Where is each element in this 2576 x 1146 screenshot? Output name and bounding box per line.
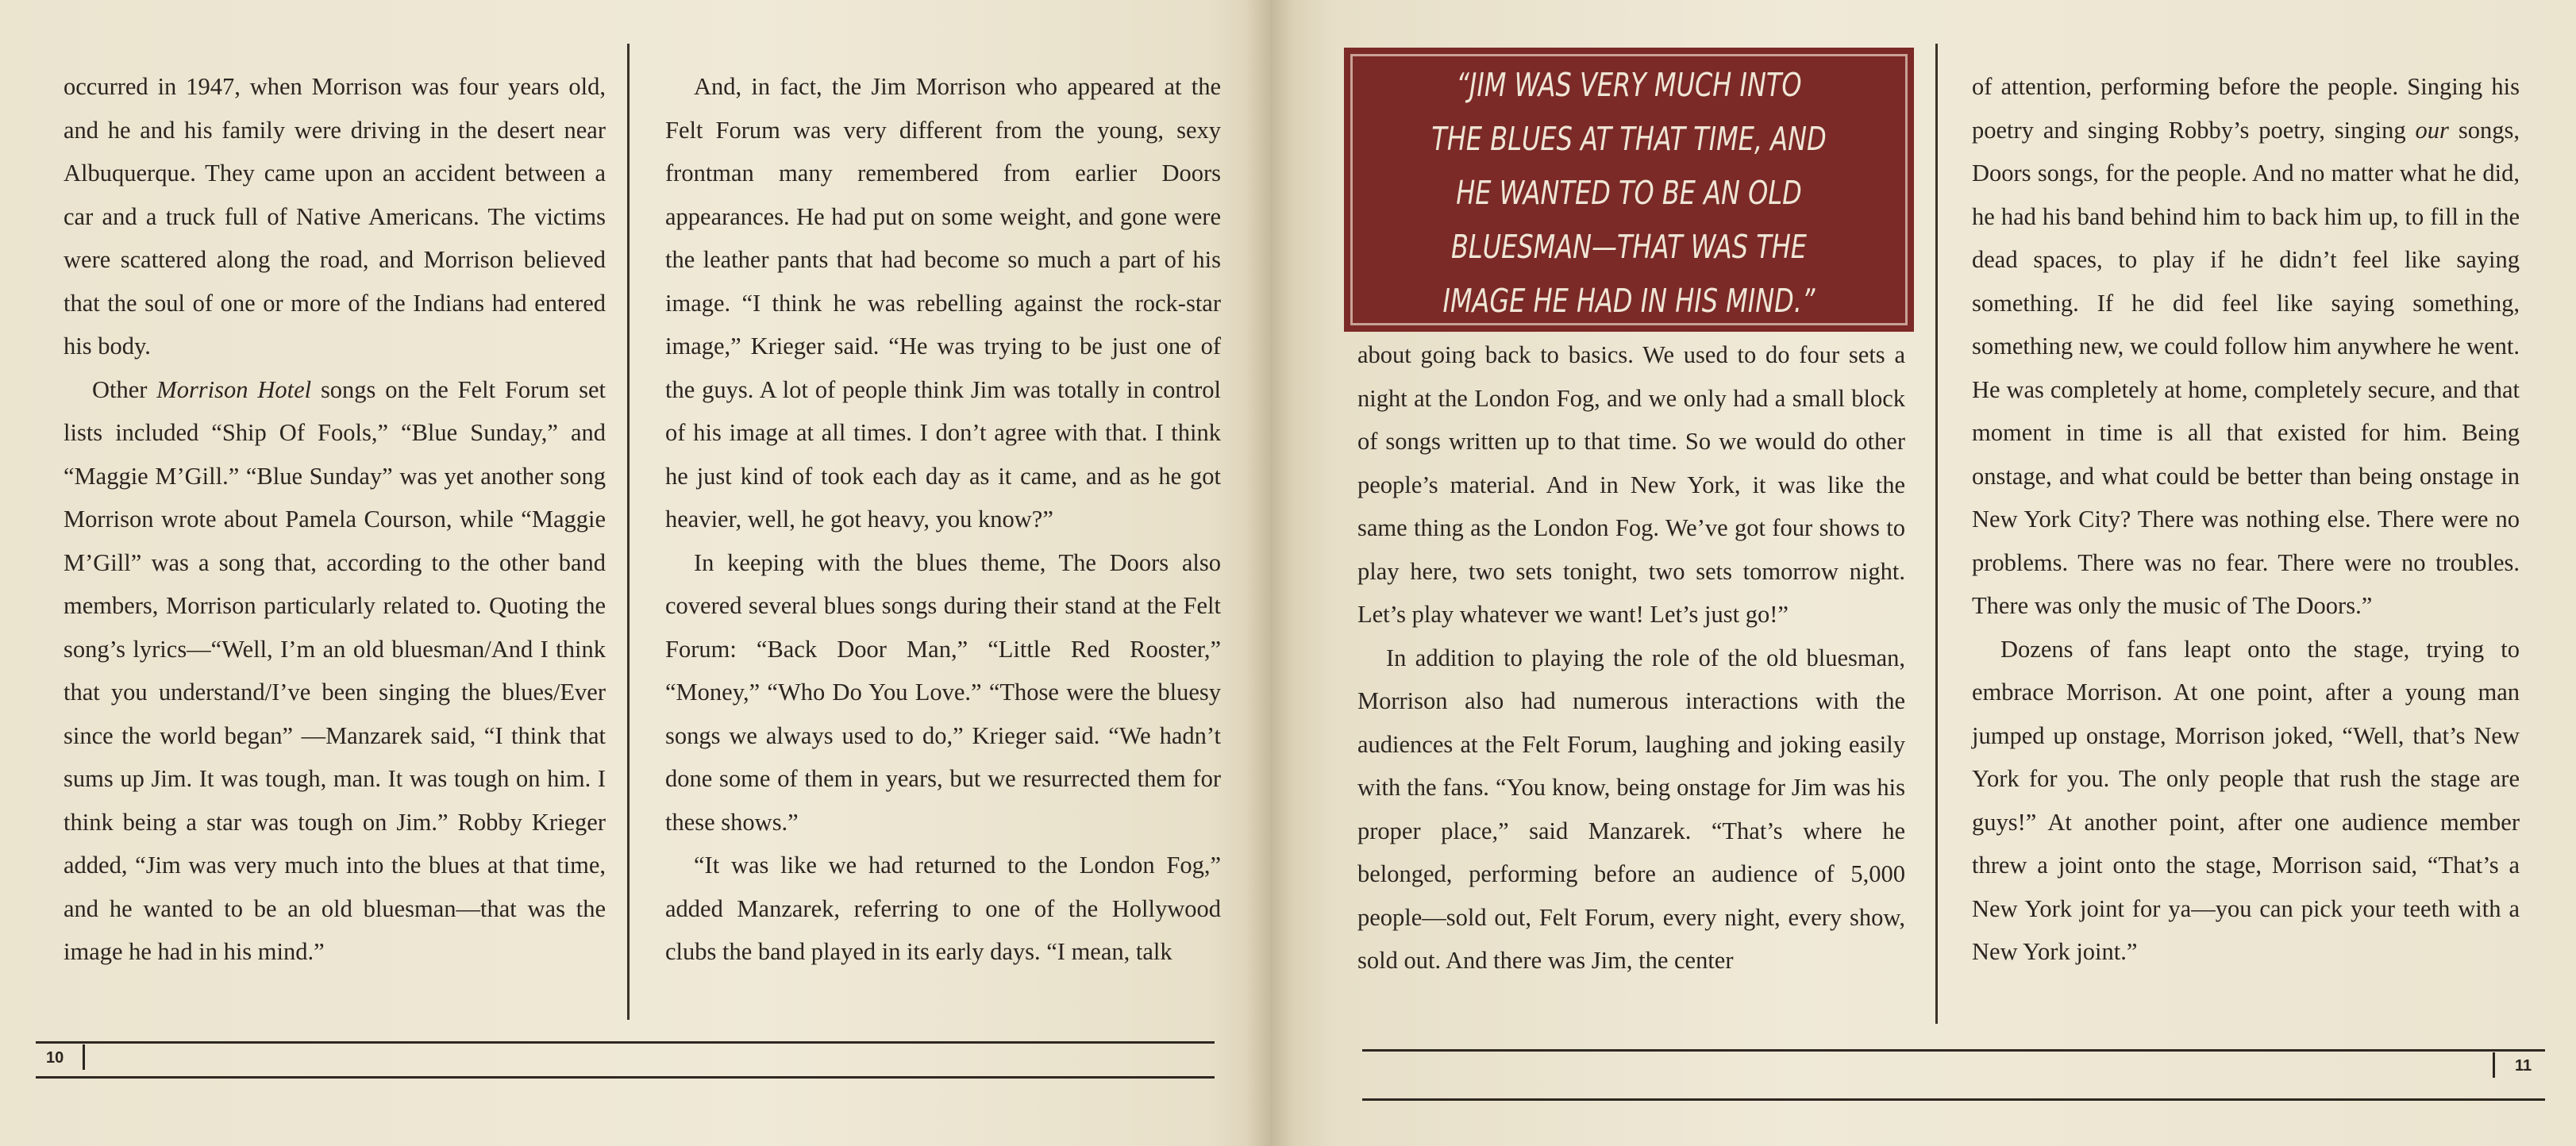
paragraph: And, in fact, the Jim Morrison who appeared at the Felt Forum was very different from the young, sexy frontman many remembered from earlier Doors appearances. He had put on some weight, and gone were the leather pants that had become so much a part of his image. “I think he was rebelling against the rock-star image,” Krieger said. “He was trying to be just one of the guys. A lot of people think Jim was totally in control of his image at all times. I don’t agree with that. I think he just kind of took each day as it came, and as he got heavier, well, he got heavy, you know?”: [665, 73, 1221, 533]
paragraph: occurred in 1947, when Morrison was four years old, and he and his family were driving in the desert near Albuquerque. They came upon an accident between a car and a truck full of Native Americans. The victims were scattered along the road, and Morrison believed that the soul of one or more of the Indians had entered his body.: [64, 73, 606, 360]
text-column-3: [1357, 333, 1905, 983]
footer-rule: [36, 1041, 1215, 1044]
emphasis-italic: our: [2415, 116, 2449, 144]
album-title-italic: Morrison Hotel: [156, 375, 312, 403]
pull-quote-box: [1344, 48, 1914, 332]
paragraph-rest: songs on the Felt Forum set lists included “Ship Of Fools,” “Blue Sunday,” and “Maggie M’Gill.” “Blue Sunday” was yet another song Morrison wrote about Pamela Courson, while “Maggie M’Gill” was a song that, according to the other band members, Morrison particularly related to. Quoting the song’s lyrics—“Well, I’m an old bluesman/And I think that you understand/I’ve been singing the blues/Ever since the world began” —Manzarek said, “I think that sums up Jim. It was tough, man. It was tough on him. I think being a star was tough on Jim.” Robby Krieger added, “Jim was very much into the blues at that time, and he wanted to be an old bluesman—that was the image he had in his mind.”: [64, 375, 606, 965]
paragraph-lead: Other: [92, 375, 157, 403]
paragraph: In addition to playing the role of the old bluesman, Morrison also had numerous interactions with the audiences at the Felt Forum, laughing and joking easily with the fans. “You know, being onstage for Jim was his proper place,” said Manzarek. “That’s where he belonged, performing before an audience of 5,000 people—sold out, Felt Forum, every night, every show, sold out. And there was Jim, the center: [1357, 644, 1905, 974]
paragraph: Dozens of fans leapt onto the stage, trying to embrace Morrison. At one point, after a young man jumped up onstage, Morrison joked, “Well, that’s New York for you. The only people that rush the stage are guys!” At another point, after one audience member threw a joint onto the stage, Morrison said, “That’s a New York joint for ya—you can pick your teeth with a New York joint.”: [1972, 635, 2520, 965]
text-column-4: [1972, 65, 2520, 974]
text-column-2: [665, 65, 1221, 974]
paragraph: [1972, 65, 2520, 628]
footer-rule: [36, 1076, 1215, 1079]
paragraph: [64, 368, 606, 974]
column-divider: [627, 44, 630, 1020]
page-number-left: 10: [46, 1049, 64, 1067]
paragraph-part: of attention, performing before the people. Singing his poetry and singing Robby’s poetry, singing: [1972, 73, 2520, 144]
folio-divider: [83, 1044, 85, 1070]
paragraph: about going back to basics. We used to do four sets a night at the London Fog, and we only had a small block of songs written up to that time. So we would do other people’s material. And in New York, it was like the same thing as the London Fog. We’ve got four shows to play here, two sets tonight, two sets tomorrow night. Let’s play whatever we want! Let’s just go!”: [1357, 341, 1905, 628]
footer-rule: [1362, 1098, 2545, 1101]
column-divider: [1935, 44, 1938, 1024]
pull-quote-text: “JIM WAS VERY MUCH INTO THE BLUES AT THAT TIME, AND HE WANTED TO BE AN OLD BLUESMAN—THAT WAS THE IMAGE HE HAD IN HIS MIND.”: [1431, 66, 1827, 320]
book-gutter: [1246, 0, 1294, 1146]
paragraph: In keeping with the blues theme, The Doors also covered several blues songs during their stand at the Felt Forum: “Back Door Man,” “Little Red Rooster,” “Money,” “Who Do You Love.” “Those were the bluesy songs we always used to do,” Krieger said. “We hadn’t done some of them in years, but we resurrected them for these shows.”: [665, 548, 1221, 836]
folio-divider: [2493, 1052, 2495, 1078]
text-column-1: [64, 65, 606, 974]
paragraph: “It was like we had returned to the London Fog,” added Manzarek, referring to one of the Hollywood clubs the band played in its early days. “I mean, talk: [665, 852, 1221, 965]
page-number-right: 11: [2515, 1057, 2532, 1075]
footer-rule: [1362, 1049, 2545, 1052]
paragraph-part: songs, Doors songs, for the people. And no matter what he did, he had his band behind him to back him up, to fill in the dead spaces, to play if he didn’t feel like saying something. If he did feel like saying something, something new, we could follow him anywhere he went. He was completely at home, completely secure, and that moment in time is all that existed for him. Being onstage, and what could be better than being onstage in New York City? There was nothing else. There were no problems. There was no fear. There were no troubles. There was only the music of The Doors.”: [1972, 116, 2520, 619]
